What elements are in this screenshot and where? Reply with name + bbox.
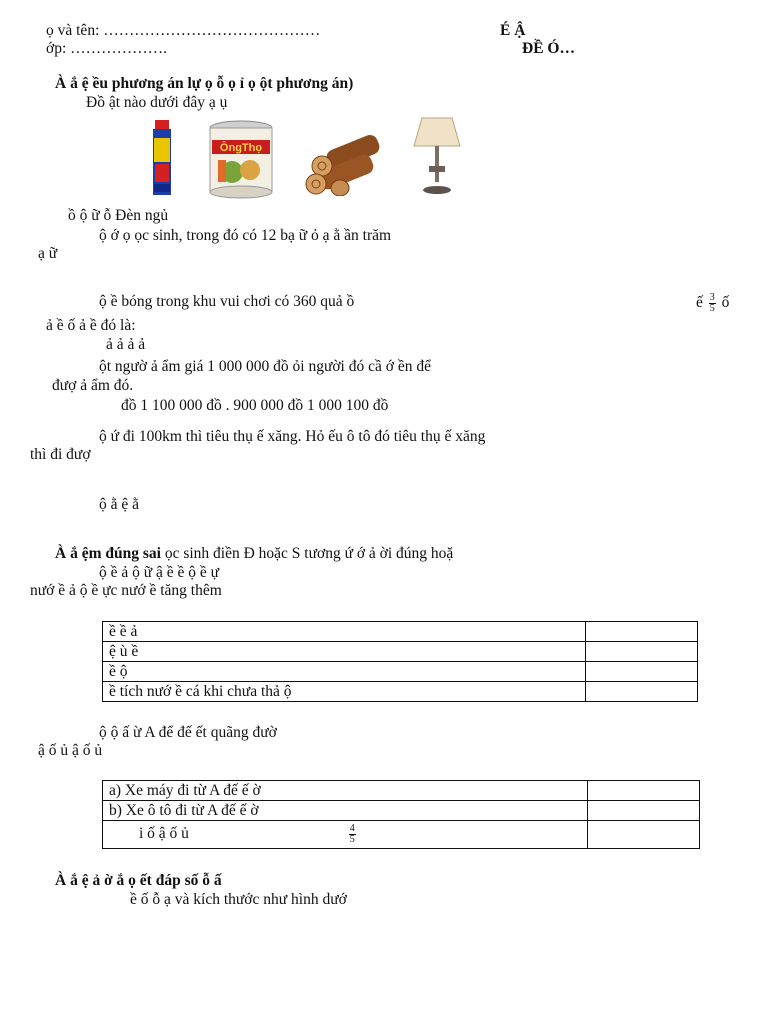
- answer-cell[interactable]: [588, 801, 700, 821]
- q1-answers: ồ ộ ữ ỗ Đèn ngủ: [68, 207, 169, 224]
- part2-heading-bold: À ắ ệm đúng sai: [55, 545, 161, 562]
- part2-intro-2: nướ ề ả ộ ề ực nướ ề tăng thêm: [30, 582, 222, 599]
- table-row: [103, 821, 700, 849]
- answer-cell[interactable]: [588, 821, 700, 849]
- q3-choices: ả ả ả ả: [106, 336, 146, 353]
- statement-cell: ề tích nướ ề cá khi chưa thả ộ: [103, 682, 586, 702]
- q4-choices: đồ 1 100 000 đồ . 900 000 đồ 1 000 100 đồ: [121, 397, 389, 414]
- part2-heading-text: ọc sinh điền Đ hoặc S tương ứ ớ ả ời đúng hoặ: [164, 545, 454, 562]
- fraction-three-fifths: $\frac{3}{5}$: [709, 292, 715, 314]
- table-row: [103, 801, 700, 821]
- glue-stick-image: [150, 120, 176, 196]
- q3-line1-b: ế $\frac{3}{5}$ ố: [696, 292, 730, 314]
- part1-heading: À ắ ệ ều phương án lự ọ ỗ ọ ỉ ọ ột phương án): [55, 75, 354, 92]
- statement-cell: a) Xe máy đi từ A đế ế ờ: [103, 781, 588, 801]
- table-lamp-image: [412, 116, 462, 196]
- answer-cell[interactable]: [586, 622, 698, 642]
- table-row: [103, 622, 698, 642]
- statement-cell: ề ộ: [103, 662, 586, 682]
- student-name-line: ọ và tên: ……………………………………: [46, 22, 321, 39]
- fraction-four-fifths: $\frac{4}{5}$: [349, 823, 355, 845]
- part2-heading: [55, 545, 453, 563]
- q4-line2: đượ ả ẩm đó.: [52, 377, 134, 394]
- part2-q2-line1: ộ ộ ấ ừ A để đế ết quãng đườ: [99, 724, 277, 741]
- q5-line1: ộ ứ đi 100km thì tiêu thụ ế xăng. Hỏ ếu ô tô đó tiêu thụ ế xăng: [99, 428, 486, 445]
- q6-line: ộ ằ ệ ằ: [99, 496, 140, 513]
- statement-cell: ề ề ả: [103, 622, 586, 642]
- answer-cell[interactable]: [586, 642, 698, 662]
- q5-line2: thì đi đượ: [30, 446, 91, 463]
- true-false-table-2: [102, 780, 700, 849]
- part2-q2-line2: ậ ố ủ ậ ố ủ: [38, 742, 103, 759]
- svg-text:ÔngThọ: ÔngThọ: [219, 142, 263, 154]
- class-line: ớp: ……………….: [46, 40, 168, 57]
- answer-cell[interactable]: [586, 682, 698, 702]
- q2-line2: ạ ữ: [38, 245, 58, 262]
- answer-cell[interactable]: [586, 662, 698, 682]
- wood-logs-image: [304, 128, 384, 196]
- statement-cell: ệ ù ề: [103, 642, 586, 662]
- statement-cell: i ố ậ ố ủ $\frac{4}{5}$: [103, 821, 588, 849]
- q3-line2: ả ề ố ả ề đó là:: [46, 317, 136, 334]
- part3-line2: ề ố ỗ ạ và kích thước như hình dướ: [130, 891, 347, 908]
- table-row: [103, 662, 698, 682]
- part3-heading: À ắ ệ ả ờ ắ ọ ết đáp số ỗ ấ: [55, 872, 222, 889]
- table-row: [103, 642, 698, 662]
- q1-text: Đồ ật nào dưới đây ạ ụ: [86, 94, 228, 111]
- exam-title: É Ậ: [500, 22, 526, 39]
- part2-intro-1: ộ ề ả ộ ữ ậ ề ề ộ ề ự: [99, 564, 220, 581]
- answer-cell[interactable]: [588, 781, 700, 801]
- milk-can-image: [208, 120, 274, 200]
- table-row: [103, 682, 698, 702]
- true-false-table-1: [102, 621, 698, 702]
- statement-cell: b) Xe ô tô đi từ A đế ế ờ: [103, 801, 588, 821]
- table-row: [103, 781, 700, 801]
- q2-line1: ộ ớ ọ ọc sinh, trong đó có 12 bạ ữ ỏ ạ ằ ần trăm: [99, 227, 392, 244]
- q3-line1: ộ ề bóng trong khu vui chơi có 360 quả ồ: [99, 293, 355, 310]
- exam-subtitle: ĐỀ Ó…: [522, 40, 575, 57]
- q4-line1: ột ngườ ả ẩm giá 1 000 000 đồ ỏi người đó cầ ớ ền để: [99, 358, 431, 375]
